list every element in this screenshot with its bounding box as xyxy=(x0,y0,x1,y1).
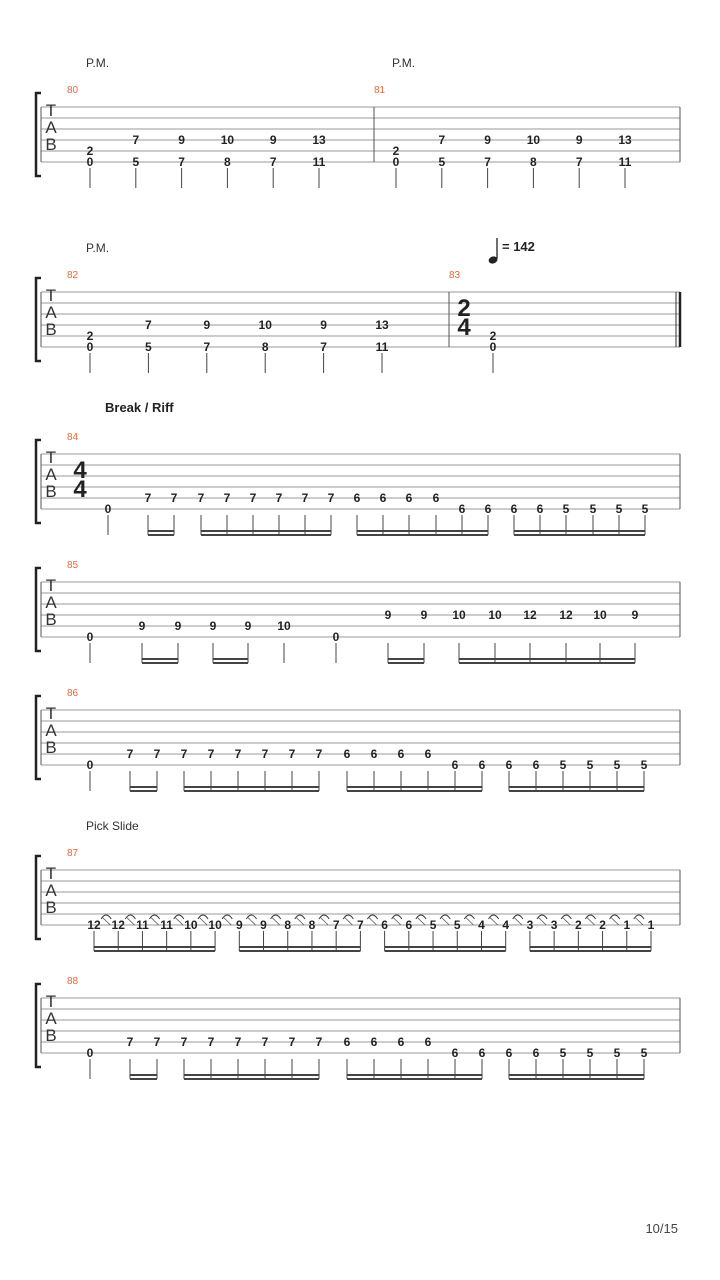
system-bracket xyxy=(36,984,41,1067)
fret-number: 9 xyxy=(209,619,217,633)
fret-number: 1 xyxy=(623,918,631,932)
slide-line xyxy=(199,917,207,925)
fret-number: 5 xyxy=(562,502,570,516)
tab-clef-letter: T xyxy=(45,448,57,467)
tab-clef-letter: T xyxy=(45,286,57,305)
fret-number: 3 xyxy=(550,918,558,932)
fret-number: 8 xyxy=(308,918,316,932)
bar-number: 84 xyxy=(67,432,79,443)
fret-number: 6 xyxy=(343,1035,351,1049)
fret-number: 9 xyxy=(260,918,267,932)
fret-number: 7 xyxy=(261,1035,269,1049)
fret-number: 12 xyxy=(111,918,125,932)
tab-clef-letter: B xyxy=(45,1026,57,1045)
fret-number: 6 xyxy=(478,758,486,772)
slide-line xyxy=(102,917,110,925)
fret-number: 7 xyxy=(207,1035,215,1049)
fret-number: 9 xyxy=(631,608,639,622)
fret-number: 7 xyxy=(320,340,327,354)
fret-number: 0 xyxy=(392,155,400,169)
fret-number: 0 xyxy=(332,630,340,644)
bar-number: 81 xyxy=(374,85,386,96)
tab-clef-letter: T xyxy=(45,101,57,120)
fret-number: 6 xyxy=(370,747,378,761)
fret-number: 5 xyxy=(613,1046,621,1060)
tab-clef-letter: A xyxy=(45,721,57,740)
fret-number: 5 xyxy=(132,155,140,169)
fret-number: 0 xyxy=(86,758,94,772)
tab-clef-letter: B xyxy=(45,482,57,501)
fret-number: 6 xyxy=(405,918,413,932)
time-signature-top: 4 xyxy=(73,457,87,484)
fret-number: 6 xyxy=(397,1035,405,1049)
fret-number: 13 xyxy=(375,318,389,332)
fret-number: 11 xyxy=(160,918,173,932)
fret-number: 7 xyxy=(178,155,185,169)
tab-clef-letter: B xyxy=(45,320,57,339)
slide-line xyxy=(175,917,183,925)
fret-number: 7 xyxy=(288,747,296,761)
fret-number: 6 xyxy=(424,1035,432,1049)
tab-clef-letter: B xyxy=(45,898,57,917)
fret-number: 5 xyxy=(613,758,621,772)
fret-number: 4 xyxy=(502,918,510,932)
fret-number: 10 xyxy=(488,608,502,622)
tab-clef-letter: B xyxy=(45,610,57,629)
fret-number: 0 xyxy=(104,502,112,516)
slide-line xyxy=(223,917,231,925)
bar-number: 85 xyxy=(67,560,79,571)
fret-number: 9 xyxy=(174,619,182,633)
fret-number: 7 xyxy=(207,747,215,761)
fret-number: 5 xyxy=(559,758,567,772)
fret-number: 7 xyxy=(126,1035,134,1049)
fret-number: 8 xyxy=(224,155,231,169)
fret-number: 7 xyxy=(438,133,446,147)
fret-number: 7 xyxy=(197,491,205,505)
fret-number: 0 xyxy=(489,340,497,354)
fret-number: 10 xyxy=(277,619,291,633)
fret-number: 12 xyxy=(523,608,537,622)
tab-clef-letter: T xyxy=(45,992,57,1011)
system-bracket xyxy=(36,278,41,361)
slide-line xyxy=(296,917,304,925)
fret-number: 0 xyxy=(86,1046,94,1060)
fret-number: 2 xyxy=(599,918,606,932)
fret-number: 6 xyxy=(397,747,405,761)
slide-line xyxy=(586,917,594,925)
slide-line xyxy=(538,917,546,925)
fret-number: 6 xyxy=(536,502,544,516)
fret-number: 7 xyxy=(269,155,277,169)
fret-number: 6 xyxy=(381,918,388,932)
fret-number: 12 xyxy=(559,608,573,622)
fret-number: 6 xyxy=(451,758,459,772)
fret-number: 10 xyxy=(593,608,607,622)
fret-number: 9 xyxy=(269,133,277,147)
slide-line xyxy=(611,917,619,925)
fret-number: 5 xyxy=(641,502,649,516)
fret-number: 9 xyxy=(244,619,252,633)
fret-number: 7 xyxy=(327,491,335,505)
fret-number: 7 xyxy=(315,747,323,761)
fret-number: 13 xyxy=(312,133,326,147)
system-bracket xyxy=(36,856,41,939)
slide-line xyxy=(465,917,473,925)
fret-number: 8 xyxy=(261,340,269,354)
tab-clef-letter: B xyxy=(45,135,57,154)
fret-number: 6 xyxy=(379,491,387,505)
annotation-text: P.M. xyxy=(86,241,110,255)
fret-number: 5 xyxy=(589,502,597,516)
fret-number: 13 xyxy=(618,133,632,147)
fret-number: 9 xyxy=(235,918,243,932)
tab-clef-letter: A xyxy=(45,881,57,900)
fret-number: 6 xyxy=(432,491,440,505)
fret-number: 9 xyxy=(138,619,146,633)
fret-number: 9 xyxy=(575,133,583,147)
fret-number: 7 xyxy=(234,747,242,761)
fret-number: 7 xyxy=(223,491,231,505)
slide-line xyxy=(247,917,255,925)
fret-number: 9 xyxy=(420,608,428,622)
fret-number: 7 xyxy=(153,1035,161,1049)
slide-line xyxy=(635,917,643,925)
fret-number: 7 xyxy=(144,491,152,505)
fret-number: 12 xyxy=(87,918,101,932)
fret-number: 5 xyxy=(586,758,594,772)
fret-number: 6 xyxy=(505,758,513,772)
slide-line xyxy=(417,917,425,925)
fret-number: 7 xyxy=(180,747,188,761)
fret-number: 7 xyxy=(170,491,178,505)
fret-number: 8 xyxy=(284,918,292,932)
slide-line xyxy=(150,917,158,925)
fret-number: 10 xyxy=(452,608,466,622)
system-bracket xyxy=(36,93,41,176)
fret-number: 7 xyxy=(288,1035,296,1049)
tab-clef-letter: B xyxy=(45,738,57,757)
fret-number: 1 xyxy=(647,918,655,932)
bar-number: 80 xyxy=(67,85,79,96)
fret-number: 5 xyxy=(453,918,461,932)
fret-number: 5 xyxy=(615,502,623,516)
fret-number: 2 xyxy=(489,329,497,343)
annotation-text: P.M. xyxy=(392,56,416,70)
bar-number: 86 xyxy=(67,688,79,699)
fret-number: 6 xyxy=(478,1046,486,1060)
slide-line xyxy=(126,917,134,925)
fret-number: 6 xyxy=(458,502,466,516)
tab-clef-letter: A xyxy=(45,118,57,137)
bar-number: 82 xyxy=(67,270,79,281)
fret-number: 9 xyxy=(384,608,392,622)
tab-clef-letter: T xyxy=(45,704,57,723)
tab-clef-letter: T xyxy=(45,864,57,883)
fret-number: 4 xyxy=(478,918,485,932)
fret-number: 10 xyxy=(220,133,235,147)
fret-number: 5 xyxy=(429,918,437,932)
fret-number: 10 xyxy=(526,133,541,147)
fret-number: 5 xyxy=(640,758,648,772)
slide-line xyxy=(441,917,449,925)
page-number: 10/15 xyxy=(645,1221,678,1236)
tab-clef-letter: A xyxy=(45,465,57,484)
fret-number: 2 xyxy=(86,144,94,158)
fret-number: 11 xyxy=(136,918,149,932)
time-signature-bottom: 4 xyxy=(457,314,471,341)
fret-number: 7 xyxy=(275,491,283,505)
time-signature-top: 2 xyxy=(457,295,471,322)
bar-number: 83 xyxy=(449,270,461,281)
fret-number: 7 xyxy=(203,340,211,354)
fret-number: 11 xyxy=(375,340,389,354)
tempo-marking: = 142 xyxy=(502,239,535,254)
fret-number: 6 xyxy=(353,491,361,505)
fret-number: 6 xyxy=(510,502,518,516)
fret-number: 6 xyxy=(343,747,351,761)
slide-line xyxy=(562,917,570,925)
fret-number: 6 xyxy=(424,747,432,761)
system-bracket xyxy=(36,568,41,651)
fret-number: 10 xyxy=(184,918,198,932)
fret-number: 0 xyxy=(86,155,94,169)
bar-number: 87 xyxy=(67,848,79,859)
tab-clef-letter: A xyxy=(45,1009,57,1028)
fret-number: 2 xyxy=(575,918,582,932)
fret-number: 6 xyxy=(370,1035,378,1049)
fret-number: 11 xyxy=(618,155,632,169)
fret-number: 2 xyxy=(86,329,94,343)
fret-number: 6 xyxy=(451,1046,459,1060)
fret-number: 9 xyxy=(178,133,185,147)
slide-line xyxy=(272,917,280,925)
slide-line xyxy=(514,917,522,925)
fret-number: 6 xyxy=(532,1046,540,1060)
slide-line xyxy=(489,917,497,925)
fret-number: 5 xyxy=(640,1046,648,1060)
fret-number: 7 xyxy=(261,747,269,761)
section-title: Break / Riff xyxy=(105,400,174,415)
fret-number: 7 xyxy=(357,918,364,932)
system-bracket xyxy=(36,440,41,523)
slide-line xyxy=(320,917,328,925)
slide-line xyxy=(344,917,352,925)
tab-clef-letter: T xyxy=(45,576,57,595)
tab-clef-letter: A xyxy=(45,593,57,612)
fret-number: 7 xyxy=(132,133,140,147)
fret-number: 10 xyxy=(258,318,272,332)
fret-number: 7 xyxy=(234,1035,242,1049)
fret-number: 8 xyxy=(530,155,537,169)
fret-number: 6 xyxy=(532,758,540,772)
slide-line xyxy=(368,917,376,925)
fret-number: 7 xyxy=(126,747,134,761)
fret-number: 7 xyxy=(315,1035,323,1049)
fret-number: 6 xyxy=(505,1046,513,1060)
fret-number: 3 xyxy=(526,918,534,932)
system-bracket xyxy=(36,696,41,779)
fret-number: 6 xyxy=(405,491,413,505)
time-signature-bottom: 4 xyxy=(73,476,87,503)
annotation-text: Pick Slide xyxy=(86,819,139,833)
fret-number: 7 xyxy=(180,1035,188,1049)
fret-number: 10 xyxy=(208,918,222,932)
fret-number: 7 xyxy=(575,155,583,169)
fret-number: 6 xyxy=(484,502,492,516)
fret-number: 0 xyxy=(86,630,94,644)
fret-number: 5 xyxy=(438,155,446,169)
slide-line xyxy=(393,917,401,925)
fret-number: 7 xyxy=(249,491,257,505)
fret-number: 7 xyxy=(484,155,491,169)
fret-number: 7 xyxy=(332,918,340,932)
fret-number: 0 xyxy=(86,340,94,354)
fret-number: 11 xyxy=(312,155,326,169)
fret-number: 9 xyxy=(484,133,491,147)
fret-number: 7 xyxy=(153,747,161,761)
fret-number: 2 xyxy=(392,144,400,158)
fret-number: 9 xyxy=(320,318,327,332)
fret-number: 5 xyxy=(559,1046,567,1060)
fret-number: 9 xyxy=(203,318,211,332)
annotation-text: P.M. xyxy=(86,56,110,70)
bar-number: 88 xyxy=(67,976,79,987)
fret-number: 7 xyxy=(301,491,309,505)
fret-number: 5 xyxy=(145,340,152,354)
tab-clef-letter: A xyxy=(45,303,57,322)
fret-number: 7 xyxy=(145,318,152,332)
fret-number: 5 xyxy=(586,1046,594,1060)
